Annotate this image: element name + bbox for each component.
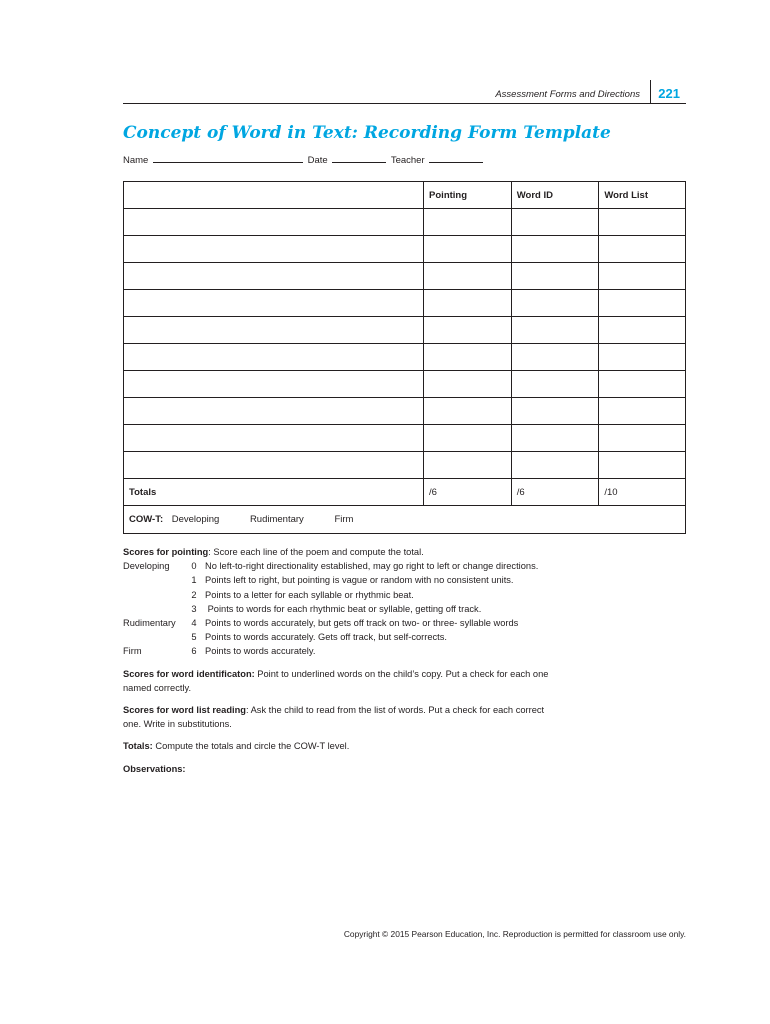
word-id-text: Point to underlined words on the child’s copy. Put a check for each one named correctly.: [123, 668, 549, 693]
word-list-text: : Ask the child to read from the list of words. Put a check for each correct one. Write in substitutions.: [123, 705, 545, 730]
scale-level: [123, 588, 183, 602]
pointing-heading: Scores for pointing: [123, 547, 209, 557]
scale-number: 1: [191, 575, 197, 586]
table-row: [124, 371, 686, 398]
scale-number: 5: [191, 632, 197, 643]
student-info-fields: [123, 153, 485, 166]
word-list-cell[interactable]: [599, 371, 686, 398]
teacher-label: Teacher: [390, 155, 425, 166]
scale-number: 0: [191, 561, 197, 572]
totals-word-list[interactable]: /10: [599, 479, 686, 506]
header-cell-word-id: Word ID: [511, 182, 599, 209]
scale-item: [123, 644, 563, 658]
name-label: Name: [123, 155, 149, 166]
copyright-footer: Copyright © 2015 Pearson Education, Inc. Reproduction is permitted for classroom use only.: [343, 929, 686, 939]
cow-label: COW-T:: [129, 514, 164, 525]
cow-level-firm[interactable]: Firm: [334, 514, 354, 525]
date-label: Date: [307, 155, 328, 166]
pointing-cell[interactable]: [424, 344, 512, 371]
table-row: [124, 290, 686, 317]
scale-text: Points to a letter for each syllable or rhythmic beat.: [205, 589, 414, 600]
scale-text: Points to words accurately.: [205, 646, 316, 657]
header-cell-pointing: Pointing: [424, 182, 512, 209]
word-list-cell[interactable]: [599, 263, 686, 290]
word-id-cell[interactable]: [511, 209, 599, 236]
scale-number: 3: [191, 603, 197, 614]
cow-level-cell: [124, 506, 686, 534]
word-list-cell[interactable]: [599, 398, 686, 425]
word-list-directions: [123, 703, 563, 731]
pointing-text: : Score each line of the poem and compute the total.: [208, 547, 424, 557]
scale-text: Points left to right, but pointing is vague or random with no consistent units.: [205, 575, 514, 586]
word-list-cell[interactable]: [599, 425, 686, 452]
word-list-cell[interactable]: [599, 209, 686, 236]
word-id-cell[interactable]: [511, 317, 599, 344]
word-id-cell[interactable]: [511, 263, 599, 290]
word-id-cell[interactable]: [511, 344, 599, 371]
line-cell[interactable]: [124, 344, 424, 371]
header-cell-word-list: Word List: [599, 182, 686, 209]
totals-text: Compute the totals and circle the COW-T level.: [152, 741, 350, 752]
scale-text: Points to words accurately, but gets off track on two- or three- syllable words: [205, 618, 519, 629]
cow-level-developing[interactable]: Developing: [171, 514, 220, 525]
table-row: [124, 236, 686, 263]
line-cell[interactable]: [124, 209, 424, 236]
table-row: [124, 452, 686, 479]
header-divider: [650, 80, 651, 103]
scale-level: Developing: [123, 561, 170, 572]
scale-text: No left-to-right directionality established, may go right to left or change directions.: [205, 561, 539, 572]
line-cell[interactable]: [124, 317, 424, 344]
scale-item: [123, 559, 563, 573]
word-id-heading: Scores for word identificaton:: [123, 668, 255, 679]
pointing-cell[interactable]: [424, 425, 512, 452]
page-title: Concept of Word in Text: Recording Form Template: [123, 123, 611, 143]
line-cell[interactable]: [124, 425, 424, 452]
table-header-row: [124, 182, 686, 209]
line-cell[interactable]: [124, 236, 424, 263]
table-row: [124, 344, 686, 371]
word-id-cell[interactable]: [511, 236, 599, 263]
word-id-cell[interactable]: [511, 398, 599, 425]
word-list-heading: Scores for word list reading: [123, 705, 246, 716]
date-field[interactable]: [332, 153, 386, 163]
word-list-cell[interactable]: [599, 290, 686, 317]
running-header: [123, 84, 686, 104]
scale-number: 6: [191, 646, 197, 657]
scale-level: [123, 573, 183, 587]
word-id-cell[interactable]: [511, 290, 599, 317]
totals-heading: Totals:: [123, 741, 153, 752]
name-field[interactable]: [153, 153, 303, 163]
totals-pointing[interactable]: /6: [424, 479, 512, 506]
pointing-cell[interactable]: [424, 263, 512, 290]
table-row: [124, 425, 686, 452]
line-cell[interactable]: [124, 371, 424, 398]
word-list-cell[interactable]: [599, 344, 686, 371]
table-row: [124, 263, 686, 290]
line-cell[interactable]: [124, 290, 424, 317]
header-section-title: Assessment Forms and Directions: [495, 89, 640, 100]
cow-level-row: [124, 506, 686, 534]
teacher-field[interactable]: [429, 153, 483, 163]
scale-item: [123, 573, 563, 587]
scale-item: [123, 588, 563, 602]
scale-text: Points to words for each rhythmic beat or syllable, getting off track.: [205, 603, 482, 614]
scale-level: Firm: [123, 646, 142, 657]
scale-item: [123, 616, 563, 630]
scale-number: 2: [191, 589, 197, 600]
pointing-directions: [123, 545, 563, 559]
scale-text: Points to words accurately. Gets off track, but self-corrects.: [205, 632, 447, 643]
scale-number: 4: [191, 618, 197, 629]
pointing-cell[interactable]: [424, 236, 512, 263]
pointing-cell[interactable]: [424, 290, 512, 317]
page-number: 221: [658, 86, 680, 101]
scale-item: [123, 602, 563, 616]
scale-item: [123, 630, 563, 644]
word-list-cell[interactable]: [599, 317, 686, 344]
word-id-directions: [123, 667, 563, 695]
word-list-cell[interactable]: [599, 236, 686, 263]
totals-directions: [123, 739, 563, 753]
pointing-cell[interactable]: [424, 452, 512, 479]
scale-level: Rudimentary: [123, 618, 176, 629]
word-id-cell[interactable]: [511, 425, 599, 452]
pointing-cell[interactable]: [424, 317, 512, 344]
header-cell-text: [124, 182, 424, 209]
table-row: [124, 398, 686, 425]
scoring-directions: [123, 545, 563, 784]
pointing-cell[interactable]: [424, 209, 512, 236]
observations-heading: Observations:: [123, 763, 186, 774]
cow-level-rudimentary[interactable]: Rudimentary: [249, 514, 304, 525]
totals-word-id[interactable]: /6: [511, 479, 599, 506]
scale-level: [123, 630, 183, 644]
scale-level: [123, 602, 183, 616]
pointing-cell[interactable]: [424, 371, 512, 398]
totals-row: [124, 479, 686, 506]
totals-label: Totals: [124, 479, 424, 506]
pointing-cell[interactable]: [424, 398, 512, 425]
line-cell[interactable]: [124, 263, 424, 290]
word-list-cell[interactable]: [599, 452, 686, 479]
line-cell[interactable]: [124, 398, 424, 425]
recording-table: [123, 181, 686, 534]
line-cell[interactable]: [124, 452, 424, 479]
table-row: [124, 209, 686, 236]
word-id-cell[interactable]: [511, 452, 599, 479]
table-row: [124, 317, 686, 344]
word-id-cell[interactable]: [511, 371, 599, 398]
